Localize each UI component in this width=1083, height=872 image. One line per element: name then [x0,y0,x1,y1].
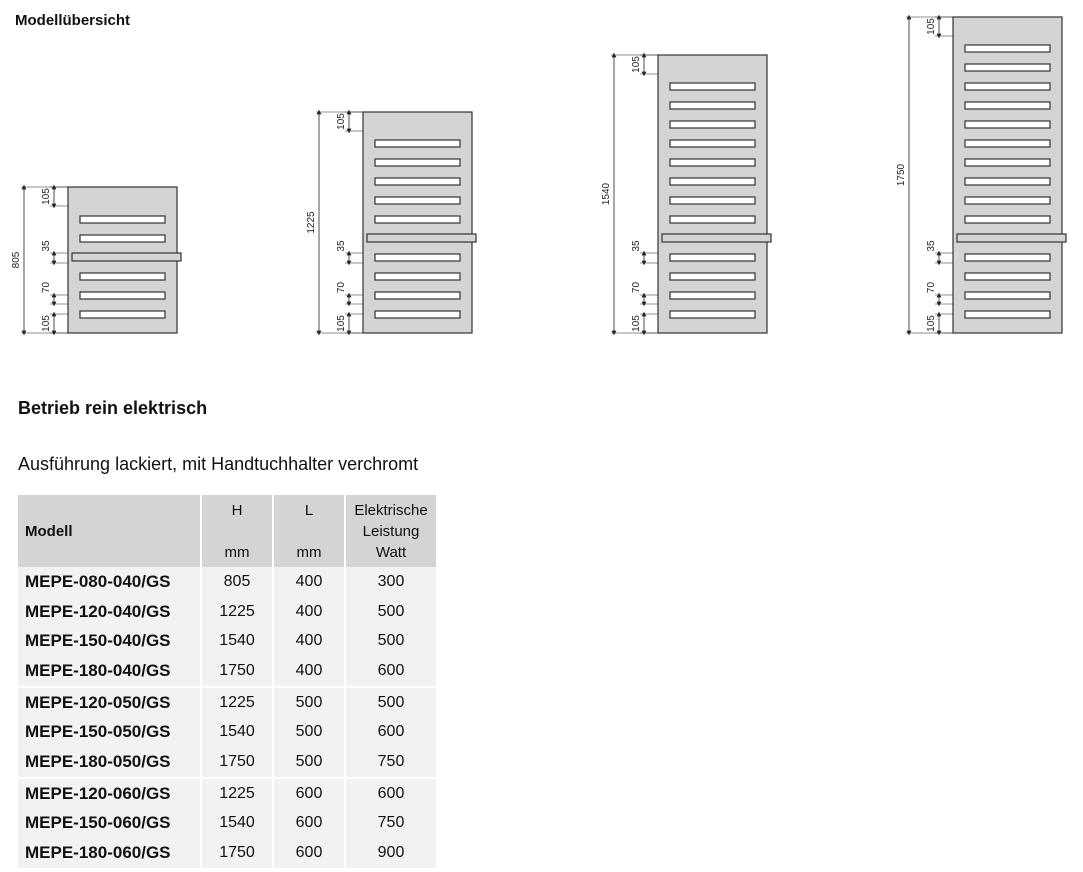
heating-bar [965,159,1050,166]
bar-gap-label: 70 [41,281,52,294]
cell-model: MEPE-080-040/GS [18,567,201,597]
heating-bar [375,254,460,261]
cell-length: 500 [273,747,345,778]
cell-power: 900 [345,838,436,868]
table-row [18,747,436,778]
heating-bar [375,311,460,318]
section-subtitle: Ausführung lackiert, mit Handtuchhalter verchromt [18,454,419,474]
cell-height: 1225 [201,597,273,627]
header-height [201,495,273,567]
table-row [18,687,436,718]
spec-table [18,495,436,868]
page-title: Modellübersicht [15,12,131,29]
heating-bar [670,102,755,109]
heating-bar [375,140,460,147]
cell-length: 400 [273,656,345,687]
towel-rail [72,253,181,261]
header-power [345,495,436,567]
cell-model: MEPE-150-060/GS [18,809,201,839]
heating-bar [80,216,165,223]
heating-bar [670,311,755,318]
heating-bar [375,178,460,185]
cell-model: MEPE-180-050/GS [18,747,201,778]
radiator-drawing [11,187,181,333]
header-model: Modell [18,495,201,567]
rail-gap-label: 35 [926,240,937,252]
bottom-gap-label: 105 [631,315,642,332]
total-height-label: 1225 [306,211,317,234]
heating-bar [965,64,1050,71]
bottom-gap-label: 105 [336,315,347,332]
cell-power: 750 [345,747,436,778]
heating-bar [670,121,755,128]
heating-bar [375,159,460,166]
towel-rail [367,234,476,242]
cell-power: 600 [345,717,436,747]
header-height-unit: mm [224,544,250,561]
header-power-label-1: Elektrische [354,502,428,519]
cell-model: MEPE-180-040/GS [18,656,201,687]
section-title: Betrieb rein elektrisch [18,398,208,418]
model-drawings [0,0,1083,380]
heating-bar [670,83,755,90]
heating-bar [670,216,755,223]
cell-length: 400 [273,626,345,656]
cell-model: MEPE-150-040/GS [18,626,201,656]
top-gap-label: 105 [336,113,347,130]
cell-power: 500 [345,626,436,656]
cell-power: 600 [345,778,436,809]
table-row [18,567,436,597]
header-height-label: H [231,502,243,519]
cell-power: 600 [345,656,436,687]
total-height-label: 1540 [601,182,612,206]
cell-power: 300 [345,567,436,597]
table-row [18,838,436,868]
cell-length: 600 [273,809,345,839]
total-height-label: 805 [11,251,22,269]
heating-bar [375,197,460,204]
table-row [18,778,436,809]
heating-bar [965,102,1050,109]
rail-gap-label: 35 [336,240,347,252]
header-length-label: L [304,502,314,519]
cell-height: 1540 [201,717,273,747]
radiator-drawing [601,55,771,333]
header-length-unit: mm [296,544,322,561]
heating-bar [670,273,755,280]
cell-model: MEPE-120-060/GS [18,778,201,809]
heating-bar [670,197,755,204]
header-length [273,495,345,567]
cell-height: 1750 [201,656,273,687]
table-header-row [18,495,436,567]
heating-bar [965,83,1050,90]
cell-length: 400 [273,567,345,597]
heating-bar [80,235,165,242]
table-row [18,597,436,627]
heating-bar [375,273,460,280]
towel-rail [957,234,1066,242]
top-gap-label: 105 [631,56,642,73]
cell-length: 600 [273,778,345,809]
top-gap-label: 105 [41,188,52,205]
heating-bar [965,178,1050,185]
towel-rail [662,234,771,242]
heating-bar [670,140,755,147]
cell-height: 1750 [201,838,273,868]
heating-bar [965,292,1050,299]
total-height-label: 1750 [896,163,907,187]
cell-height: 1540 [201,809,273,839]
heating-bar [965,273,1050,280]
table-row [18,656,436,687]
radiator-drawing [896,17,1066,333]
radiator-drawing [306,112,476,333]
heating-bar [965,45,1050,52]
rail-gap-label: 35 [631,240,642,252]
heating-bar [965,216,1050,223]
heating-bar [375,292,460,299]
heating-bar [965,197,1050,204]
heating-bar [375,216,460,223]
bottom-gap-label: 105 [41,315,52,332]
heating-bar [965,254,1050,261]
heating-bar [670,159,755,166]
cell-height: 1225 [201,778,273,809]
table-row [18,626,436,656]
top-gap-label: 105 [926,18,937,35]
cell-model: MEPE-120-040/GS [18,597,201,627]
cell-length: 500 [273,687,345,718]
heating-bar [80,292,165,299]
cell-height: 1750 [201,747,273,778]
heating-bar [965,311,1050,318]
heating-bar [80,273,165,280]
bar-gap-label: 70 [926,281,937,294]
radiator-panel [658,55,767,333]
heating-bar [670,292,755,299]
cell-height: 805 [201,567,273,597]
heating-bar [670,178,755,185]
cell-length: 500 [273,717,345,747]
cell-height: 1225 [201,687,273,718]
rail-gap-label: 35 [41,240,52,252]
bottom-gap-label: 105 [926,315,937,332]
cell-model: MEPE-120-050/GS [18,687,201,718]
bar-gap-label: 70 [336,281,347,294]
cell-power: 500 [345,687,436,718]
cell-model: MEPE-150-050/GS [18,717,201,747]
table-row [18,717,436,747]
heating-bar [965,121,1050,128]
cell-height: 1540 [201,626,273,656]
cell-length: 600 [273,838,345,868]
table-row [18,809,436,839]
cell-power: 500 [345,597,436,627]
heating-bar [80,311,165,318]
heating-bar [670,254,755,261]
heating-bar [965,140,1050,147]
header-power-label-2: Leistung [362,523,420,540]
header-power-unit: Watt [375,544,407,561]
bar-gap-label: 70 [631,281,642,294]
cell-model: MEPE-180-060/GS [18,838,201,868]
cell-length: 400 [273,597,345,627]
cell-power: 750 [345,809,436,839]
